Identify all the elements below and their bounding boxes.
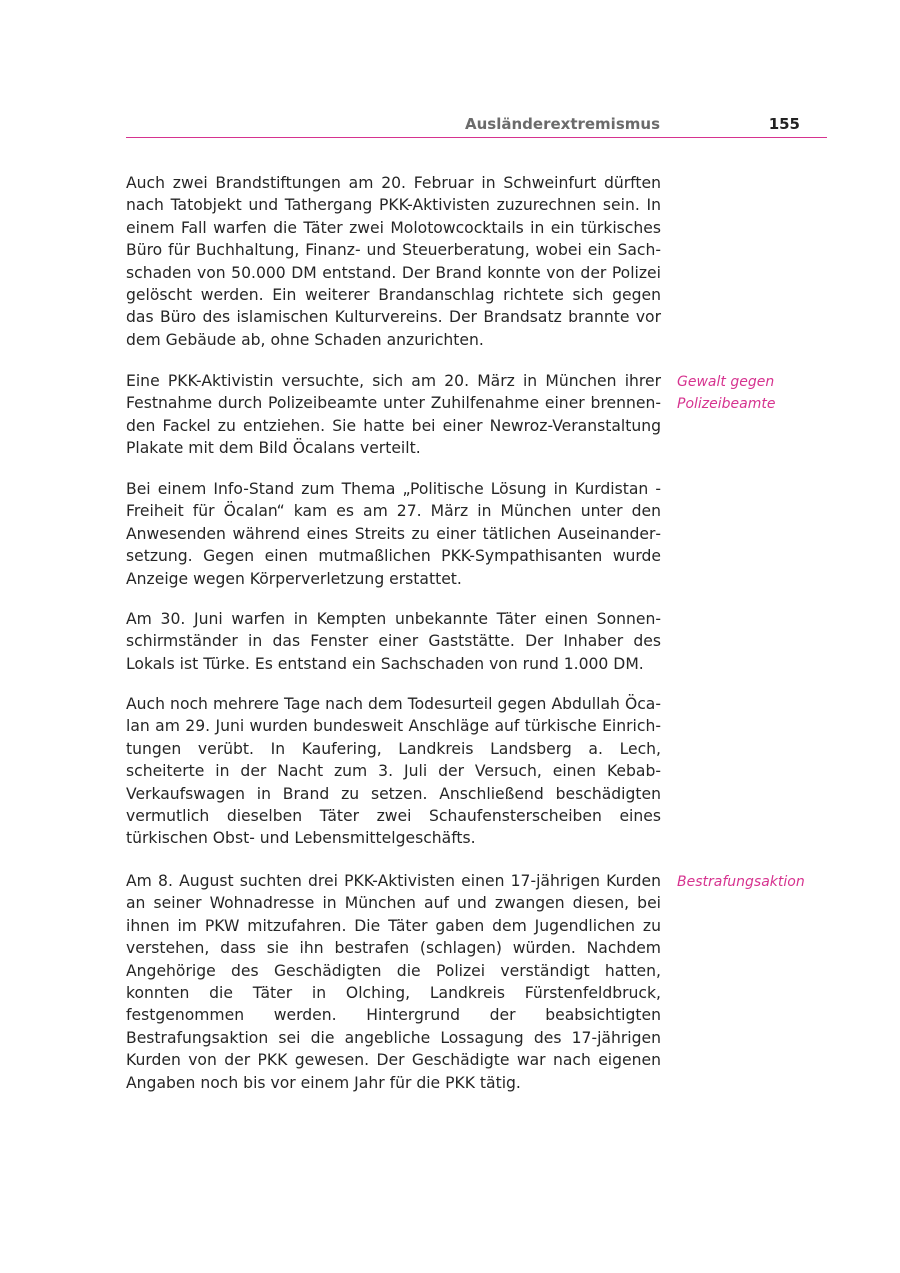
- section-title: Ausländerextremismus: [465, 115, 660, 133]
- page-number: 155: [768, 115, 800, 133]
- paragraph-info-stand: Bei einem Info-Stand zum Thema „Politische Lösung in Kurdistan - Freiheit für Öcalan“ kam es am 27. März in München unter den Anwesenden während eines Streits zu einer tätlichen Auseinandersetzung. Gegen einen mutmaßlichen PKK-Sympathisanten wurde Anzeige wegen Körperverletzung erstattet.: [126, 480, 661, 588]
- header-divider: [126, 137, 827, 138]
- margin-note-punishment-action: Bestrafungsaktion: [677, 874, 805, 890]
- paragraph-brandstiftungen: Auch zwei Brandstiftungen am 20. Februar in Schweinfurt dürften nach Tatobjekt und Tathergang PKK-Aktivisten zuzurechnen sein. In einem Fall warfen die Täter zwei Molotowcocktails in ein türkisches Büro für Buchhaltung, Finanz- und Steuerberatung, wobei ein Sachschaden von 50.000 DM entstand. Der Brand konnte von der Polizei gelöscht werden. Ein weiterer Brandanschlag richtete sich gegen das Büro des islamischen Kulturvereins. Der Brandsatz brannte vor dem Gebäude ab, ohne Schaden anzurichten.: [126, 174, 661, 349]
- paragraph-todesurteil: Auch noch mehrere Tage nach dem Todesurteil gegen Abdullah Öcalan am 29. Juni wurden bundesweit Anschläge auf türkische Einrichtungen verübt. In Kaufering, Landkreis Landsberg a. Lech, scheiterte in der Nacht zum 3. Juli der Versuch, einen Kebab-Verkaufswagen in Brand zu setzen. Anschließend beschädigten vermutlich dieselben Täter zwei Schaufensterscheiben eines türkischen Obst- und Lebensmittelgeschäfts.: [126, 695, 661, 848]
- margin-note-police-violence: Gewalt gegen Polizeibeamte: [677, 374, 776, 413]
- paragraph-kempten: Am 30. Juni warfen in Kempten unbekannte Täter einen Sonnenschirmständer in das Fenster einer Gaststätte. Der Inhaber des Lokals ist Türke. Es entstand ein Sachschaden von rund 1.000 DM.: [126, 610, 661, 673]
- paragraph-pkk-aktivistin: Eine PKK-Aktivistin versuchte, sich am 20. März in München ihrer Festnahme durch Polizeibeamte unter Zuhilfenahme einer brennenden Fackel zu entziehen. Sie hatte bei einer Newroz-Veranstaltung Plakate mit dem Bild Öcalans verteilt.: [126, 372, 661, 458]
- paragraph-august: Am 8. August suchten drei PKK-Aktivisten einen 17-jährigen Kurden an seiner Wohnadresse in München auf und zwangen diesen, bei ihnen im PKW mitzufahren. Die Täter gaben dem Jugendlichen zu verstehen, dass sie ihn bestrafen (schlagen) würden. Nachdem Angehörige des Geschädigten die Polizei verständigt hatten, konnten die Täter in Olching, Landkreis Fürstenfeldbruck, festgenommen werden. Hintergrund der beabsichtigten Bestrafungsaktion sei die angebliche Lossagung des 17-jährigen Kurden von der PKK gewesen. Der Geschädigte war nach eigenen Angaben noch bis vor einem Jahr für die PKK tätig.: [126, 872, 661, 1092]
